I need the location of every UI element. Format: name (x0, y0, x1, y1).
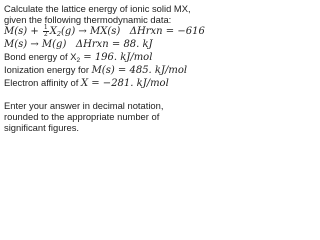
equation-formation-subscript: 2 (56, 30, 62, 38)
half-fraction (43, 25, 49, 38)
ionization-energy-value: M(s) = 485. kJ/mol (91, 65, 188, 76)
ionization-energy-line (4, 64, 198, 77)
spacer (4, 90, 198, 100)
electron-affinity-line (4, 77, 198, 90)
equation-formation-species: X (49, 26, 57, 37)
intro-line-1: Calculate the lattice energy of ionic solid MX, (4, 3, 191, 14)
equation-formation-enthalpy: ΔHrxn = −616 (129, 26, 205, 37)
equation-sublimation-enthalpy: ΔHrxn = 88. kJ (75, 39, 153, 50)
instructions-line-1: Enter your answer in decimal notation, (4, 100, 164, 111)
equation-sublimation (4, 38, 198, 51)
ionization-energy-label: Ionization energy for (4, 64, 92, 75)
electron-affinity-value: X = −281. kJ/mol (80, 78, 169, 89)
bond-energy-subscript: 2 (76, 57, 81, 64)
equation-sublimation-lhs: M(s) → M(g) (4, 39, 67, 50)
bond-energy-value: = 196. kJ/mol (80, 52, 153, 63)
bond-energy-line (4, 51, 198, 64)
bond-energy-label: Bond energy of X (4, 51, 77, 62)
question-card (0, 0, 205, 138)
intro-line-2: given the following thermodynamic data: (4, 14, 172, 25)
equation-formation-lhs-start: M(s) + (4, 26, 42, 37)
electron-affinity-label: Electron affinity of (4, 77, 81, 88)
fraction-numerator: 1 (43, 24, 48, 31)
instructions-line-3: significant figures. (4, 122, 80, 133)
equation-formation (4, 24, 205, 38)
equation-formation-lhs-tail: (g) → MX(s) (61, 26, 121, 37)
fraction-denominator: 2 (43, 31, 48, 38)
instructions-line-2: rounded to the appropriate number of (4, 111, 160, 122)
